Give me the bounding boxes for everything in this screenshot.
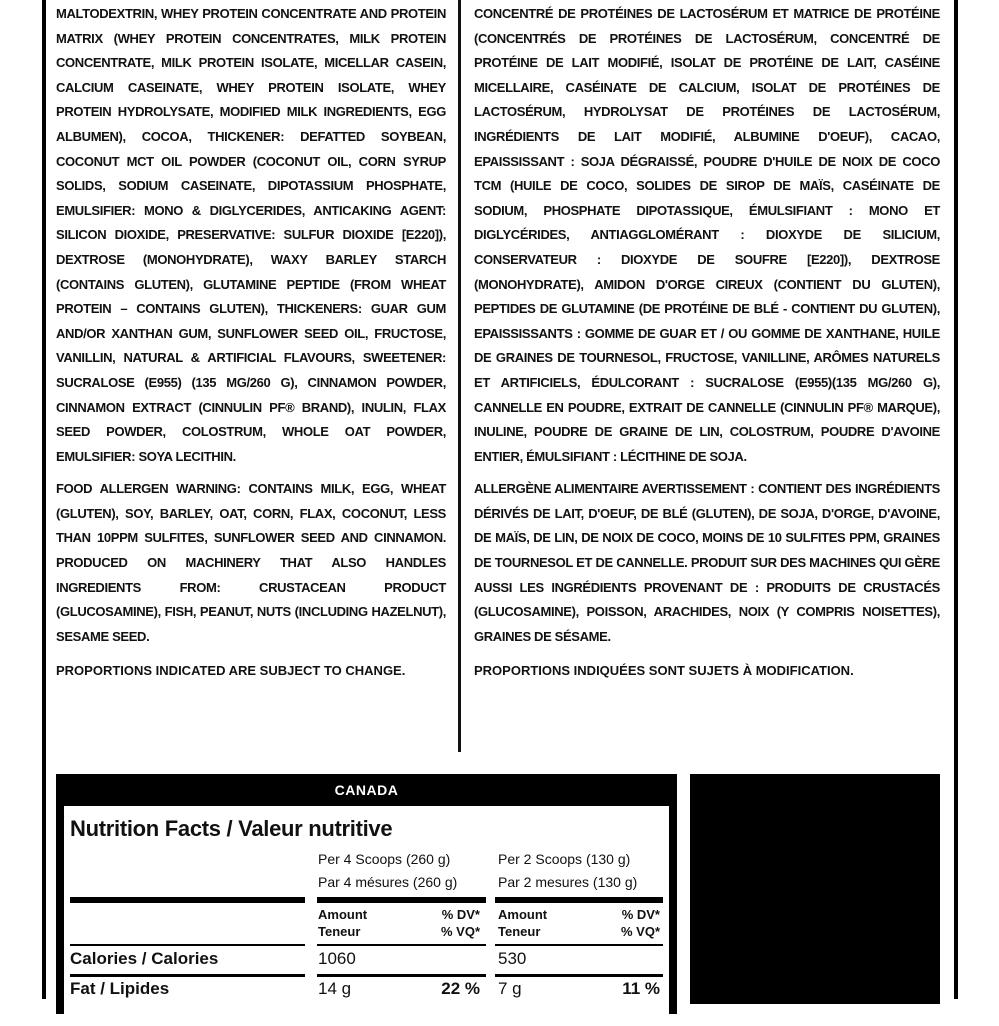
row-rule <box>317 974 486 977</box>
nutrition-title: Nutrition Facts / Valeur nutritive <box>70 816 393 841</box>
thick-rule <box>495 897 663 903</box>
amount-header-b <box>498 906 547 940</box>
nutrition-facts-table <box>64 806 669 1026</box>
fat-dv-b: 11 % <box>622 979 660 998</box>
allergen-title-english: FOOD ALLERGEN WARNING: <box>56 481 241 497</box>
thin-rule <box>317 944 486 946</box>
calories-label: Calories / Calories <box>70 949 219 968</box>
proportions-note-french: PROPORTIONS INDIQUÉES SONT SUJETS À MODIFICATION. <box>474 663 854 679</box>
allergen-warning-french <box>474 477 940 649</box>
serving-b-english: Per 2 Scoops (130 g) <box>498 851 631 867</box>
thin-rule <box>495 944 663 946</box>
allergen-text-french: CONTIENT DES INGRÉDIENTS DÉRIVÉS DE LAIT, D'OEUF, DE BLÉ (GLUTEN), DE SOJA, D'ORGE, D'AVOINE, DE MAÏS, DE LIN, DE NOIX DE COCO, MOINS DE 10 SULFITES PPM, GRAINES DE TOURNESOL ET DE CANNELLE. PRODUIT SUR DES MACHINES QUI GÈRE AUSSI LES INGRÉDIENTS PROVENANT DE : PRODUITS DE CRUSTACÉS (GLUCOSAMINE), POISSON, ARACHIDES, NOIX (Y COMPRIS NOISETTES), GRAINES DE SÉSAME. <box>474 481 940 644</box>
column-divider <box>458 0 461 752</box>
dv-label: % DV* <box>441 907 480 922</box>
dv-header-a <box>424 906 480 940</box>
serving-size-a <box>318 848 457 894</box>
ingredients-english: MALTODEXTRIN, WHEY PROTEIN CONCENTRATE AND PROTEIN MATRIX (WHEY PROTEIN CONCENTRATES, MILK PROTEIN CONCENTRATE, MILK PROTEIN ISOLATE, MICELLAR CASEIN, CALCIUM CASEINATE, WHEY PROTEIN ISOLATE, WHEY PROTEIN HYDROLYSATE, MODIFIED MILK INGREDIENTS, EGG ALBUMEN), COCOA, THICKENER: DEFATTED SOYBEAN, COCONUT MCT OIL POWDER (COCONUT OIL, CORN SYRUP SOLIDS, SODIUM CASEINATE, DIPOTASSIUM PHOSPHATE, EMULSIFIER: MONO & DIGLYCERIDES, ANTICAKING AGENT: SILICON DIOXIDE, PRESERVATIVE: SULFUR DIOXIDE [E220]), DEXTROSE (MONOHYDRATE), WAXY BARLEY STARCH (CONTAINS GLUTEN), GLUTAMINE PEPTIDE (FROM WHEAT PROTEIN – CONTAINS GLUTEN), THICKENERS: GUAR GUM AND/OR XANTHAN GUM, SUNFLOWER SEED OIL, FRUCTOSE, VANILLIN, NATURAL & ARTIFICIAL FLAVOURS, SWEETENER: SUCRALOSE (E955) (135 MG/260 G), CINNAMON POWDER, CINNAMON EXTRACT (CINNULIN PF® BRAND), INULIN, FLAX SEED POWDER, COLOSTRUM, WHOLE OAT POWDER, EMULSIFIER: SOYA LECITHIN. <box>56 6 446 464</box>
calories-value-a: 1060 <box>318 949 356 968</box>
ingredients-french: CONCENTRÉ DE PROTÉINES DE LACTOSÉRUM ET MATRICE DE PROTÉINE (CONCENTRÉS DE PROTÉINES DE LACTOSÉRUM, CONCENTRÉ DE PROTÉINE DE LAIT MODIFIÉ, ISOLAT DE PROTÉINE DE LAIT, CASÉINE MICELLAIRE, CASÉINATE DE CALCIUM, ISOLAT DE PROTÉINES DE LACTOSÉRUM, HYDROLYSAT DE PROTÉINES DE LACTOSÉRUM, INGRÉDIENTS DE LAIT MODIFIÉ, ALBUMINE D'OEUF), CACAO, EPAISSISSANT : SOJA DÉGRAISSÉ, POUDRE D'HUILE DE NOIX DE COCO TCM (HUILE DE COCO, SOLIDES DE SIROP DE MAÏS, CASÉINATE DE SODIUM, PHOSPHATE DIPOTASSIQUE, ÉMULSIFIANT : MONO ET DIGLYCÉRIDES, ANTIAGGLOMÉRANT : DIOXYDE DE SILICIUM, CONSERVATEUR : DIOXYDE DE SOUFRE [E220]), DEXTROSE (MONOHYDRATE), AMIDON D'ORGE CIREUX (CONTIENT DU GLUTEN), PEPTIDES DE GLUTAMINE (DE PROTÉINE DE BLÉ - CONTIENT DU GLUTEN), EPAISSISSANTS : GOMME DE GUAR ET / OU GOMME DE XANTHANE, HUILE DE GRAINES DE TOURNESOL, FRUCTOSE, VANILLINE, ARÔMES NATURELS ET ARTIFICIELS, ÉDULCORANT : SUCRALOSE (E955)(135 MG/260 G), CANNELLE EN POUDRE, EXTRAIT DE CANNELLE (CINNULIN PF® MARQUE), INULINE, POUDRE DE GRAINE DE LIN, COLOSTRUM, POUDRE D'AVOINE ENTIER, ÉMULSIFIANT : LÉCITHINE DE SOJA. <box>474 6 940 464</box>
amount-header-a <box>318 906 367 940</box>
dv-label: % DV* <box>621 907 660 922</box>
amount-label: Amount <box>318 907 368 922</box>
row-rule <box>495 974 663 977</box>
black-label-block <box>690 774 940 1004</box>
nutrition-facts-panel <box>56 774 677 1014</box>
teneur-label: Teneur <box>498 924 541 939</box>
calories-value-b: 530 <box>498 949 527 968</box>
thick-rule <box>317 897 486 903</box>
allergen-warning-english <box>56 477 446 649</box>
panel-left-border <box>42 0 46 999</box>
proportions-note-english: PROPORTIONS INDICATED ARE SUBJECT TO CHANGE. <box>56 663 406 679</box>
serving-b-french: Par 2 mesures (130 g) <box>498 874 638 890</box>
serving-a-french: Par 4 mésures (260 g) <box>318 874 458 890</box>
fat-value-a: 14 g <box>318 979 352 998</box>
nutrition-region-header: CANADA <box>334 782 399 798</box>
row-rule <box>70 974 305 977</box>
allergen-text-english: CONTAINS MILK, EGG, WHEAT (GLUTEN), SOY, BARLEY, OAT, CORN, FLAX, COCONUT, LESS THAN 10PPM SULFITES, SUNFLOWER SEED AND CINNAMON. PRODUCED ON MACHINERY THAT ALSO HANDLES INGREDIENTS FROM: CRUSTACEAN PRODUCT (GLUCOSAMINE), FISH, PEANUT, NUTS (INCLUDING HAZELNUT), SESAME SEED. <box>56 481 446 644</box>
dv-header-b <box>604 906 660 940</box>
panel-right-border <box>954 0 958 999</box>
serving-a-english: Per 4 Scoops (260 g) <box>318 851 451 867</box>
thick-rule <box>70 897 305 903</box>
fat-label: Fat / Lipides <box>70 979 170 998</box>
thin-rule <box>70 944 305 946</box>
vq-label: % VQ* <box>440 924 480 939</box>
serving-size-b <box>498 848 637 894</box>
english-column <box>56 2 446 684</box>
vq-label: % VQ* <box>620 924 660 939</box>
amount-label: Amount <box>498 907 548 922</box>
teneur-label: Teneur <box>318 924 361 939</box>
fat-value-b: 7 g <box>498 979 522 998</box>
allergen-title-french: ALLERGÈNE ALIMENTAIRE AVERTISSEMENT : <box>474 481 755 497</box>
fat-dv-a: 22 % <box>441 979 480 998</box>
french-column <box>474 2 940 684</box>
